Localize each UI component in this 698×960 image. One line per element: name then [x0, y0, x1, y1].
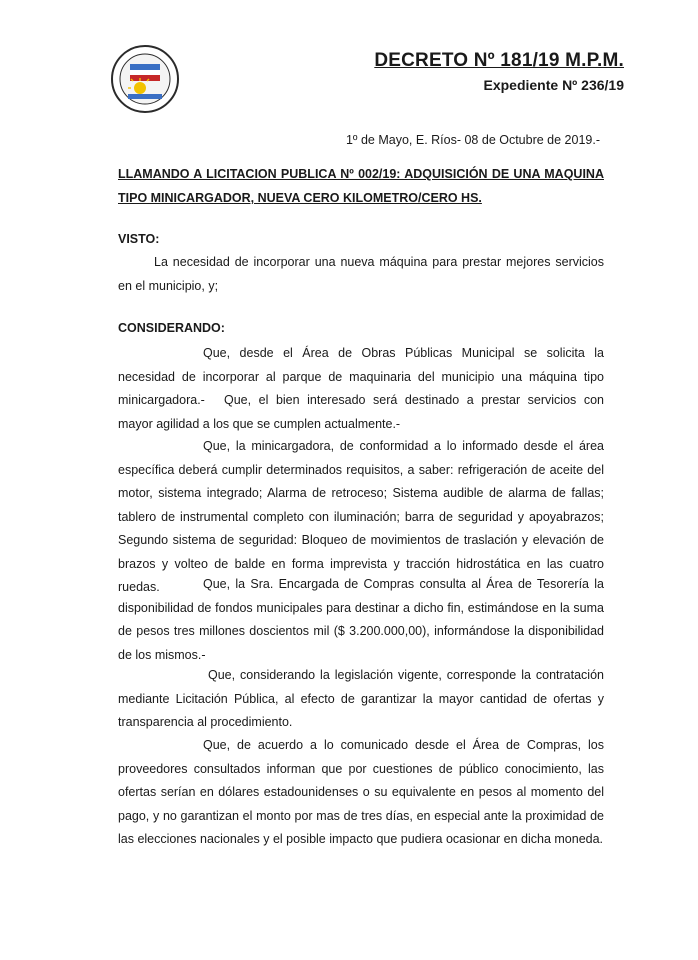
date-line: 1º de Mayo, E. Ríos- 08 de Octubre de 2019.- [345, 133, 600, 147]
paragraph-text: Que, la minicargadora, de conformidad a lo informado desde el área específica deberá cumplir determinados requisitos, a saber: refrigeración de aceite del motor, sistema integrado; Alarma de retroceso; Sistema audible de alarma de fallas; tablero de instrumental completo con iluminación; barra de seguridad y apoyabrazos; Segundo sistema de seguridad: Bloqueo de movimientos de traslación y elevación de brazos y volteo de balde en forma imprevista y tracción hidrostática en las cuatro ruedas. [118, 439, 604, 594]
expediente-number: Expediente Nº 236/19 [483, 77, 624, 93]
considerando-paragraph [118, 734, 604, 852]
decree-number: DECRETO Nº 181/19 M.P.M. [374, 50, 624, 71]
visto-text [118, 251, 604, 298]
paragraph-text: Que, desde el Área de Obras Públicas Municipal se solicita la necesidad de incorporar al parque de maquinaria del municipio una máquina tipo minicargadora.- [118, 346, 604, 407]
municipal-seal-icon [110, 44, 180, 114]
considerando-paragraph [118, 664, 604, 735]
paragraph-text: Que, de acuerdo a lo comunicado desde el Área de Compras, los proveedores consultados informan que por cuestiones de público conocimiento, las ofertas serían en dólares estadounidenses o su equivalente en pesos al momento del pago, y no garantizan el monto por mas de tres días, en especial ante la proximidad de las elecciones nacionales y el posible impacto que pudiera ocasionar en dicha moneda. [118, 738, 604, 846]
considerando-heading: CONSIDERANDO: [118, 321, 225, 335]
paragraph-text: Que, la Sra. Encargada de Compras consulta al Área de Tesorería la disponibilidad de fondos municipales para destinar a dicho fin, estimándose en la suma de pesos tres millones doscientos mil ($ 3.200.000,00), informándose la disponibilidad de los mismos.- [118, 577, 604, 662]
subject-line: LLAMANDO A LICITACION PUBLICA Nº 002/19: ADQUISICIÓN DE UNA MAQUINA TIPO MINICARGADOR, NUEVA CERO KILOMETRO/CERO HS. [118, 167, 604, 205]
paragraph-text: Que, considerando la legislación vigente, corresponde la contratación mediante Licitación Pública, al efecto de garantizar la mayor cantidad de ofertas y transparencia al procedimiento. [118, 668, 604, 729]
visto-heading: VISTO: [118, 232, 160, 246]
considerando-paragraph [118, 389, 604, 436]
visto-paragraph: La necesidad de incorporar una nueva máquina para prestar mejores servicios en el municipio, y; [118, 255, 604, 293]
considerando-paragraph [118, 573, 604, 667]
paragraph-text: Que, el bien interesado será destinado a prestar servicios con mayor agilidad a los que se cumplen actualmente.- [118, 393, 604, 431]
